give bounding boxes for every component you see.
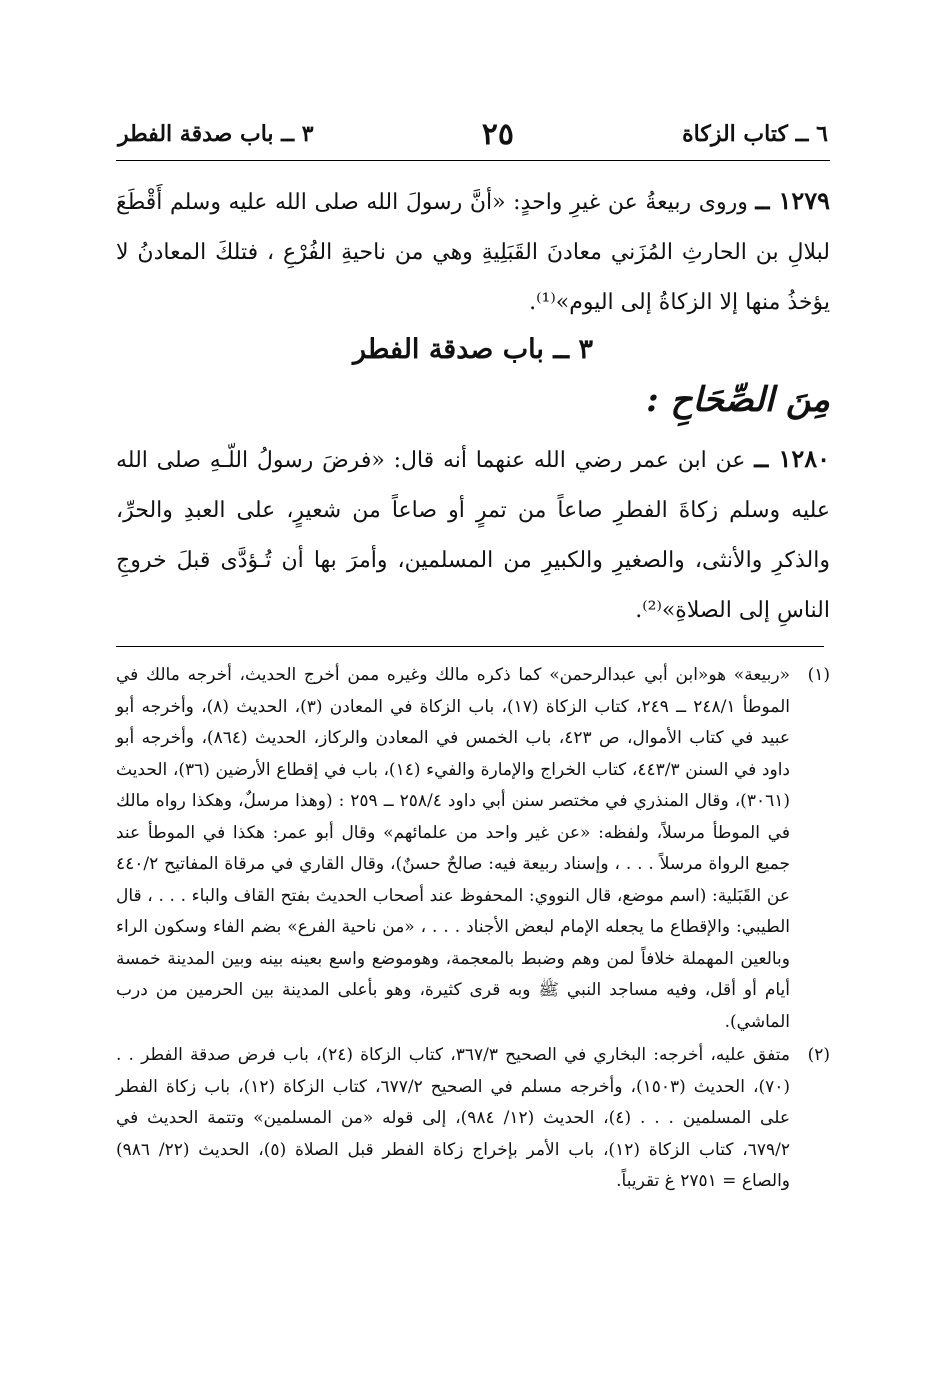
footnote-divider [116,646,824,647]
hadith-1280 [116,434,830,636]
page-number: ٢٥ [481,116,514,152]
header-chapter: ٦ ــ كتاب الزكاة [682,121,828,147]
footnotes [116,660,830,1198]
footnote-2 [116,1040,830,1198]
page-header [118,112,828,156]
hadith-number: ١٢٧٩ ــ [755,186,830,215]
subheading: مِنَ الصِّحَاحِ : [646,380,830,420]
footnote-marker: (١) [807,665,830,685]
section-title: ٣ ــ باب صدقة الفطر [352,334,593,365]
hadith-text: وروى ربيعةُ عن غيرِ واحدٍ: «أنَّ رسولَ الله صلى الله عليه وسلم أَقْطَعَ لبلالِ بن الحارثِ المُزَني معادنَ القَبَلِيةِ وهي من ناحيةِ الفُرْعِ ، فتلكَ المعادنُ لا يؤخذُ منها إلا الزكاةُ إلى اليوم»⁽¹⁾. [116,190,830,315]
hadith-text: عن ابن عمر رضي الله عنهما أنه قال: «فرضَ رسولُ اللّـهِ صلى الله عليه وسلم زكاةَ الفطرِ صاعاً من تمرٍ أو صاعاً من شعيرٍ، على العبدِ والحرِّ، والذكرِ والأنثى، والصغيرِ والكبيرِ من المسلمين، وأمرَ بها أن تُـؤدَّى قبلَ خروجِ الناسِ إلى الصلاةِ»⁽²⁾. [116,448,830,623]
footnote-text: «ربيعة» هو«ابن أبي عبدالرحمن» كما ذكره مالك وغيره ممن أخرج الحديث، أخرجه مالك في الموطأ ٢٤٨/١ ــ ٢٤٩، كتاب الزكاة (١٧)، باب الزكاة في المعادن (٣)، الحديث (٨)، وأخرجه أبو عبيد في كتاب الأموال، ص ٤٢٣، باب الخمس في المعادن والركاز، الحديث (٨٦٤)، وأخرجه أبو داود في السنن ٤٤٣/٣، كتاب الخراج والإمارة والفيء (١٤)، باب في إقطاع الأرضين (٣٦)، الحديث (٣٠٦١)، وقال المنذري في مختصر سنن أبي داود ٢٥٨/٤ ــ ٢٥٩ : (وهذا مرسلٌ، وهكذا رواه مالك في الموطأ مرسلاً، ولفظه: «عن غير واحد من علمائهم» وقال أبو عمر: هكذا في الموطأ عند جميع الرواة مرسلاً . . . ، وإسناد ربيعة فيه: صالحٌ حسنٌ)، وقال القاري في مرقاة المفاتيح ٤٤٠/٢ عن القَبَلية: (اسم موضع، قال النووي: المحفوظ عند أصحاب الحديث بفتح القاف والباء . . . ، قال الطيبي: والإقطاع ما يجعله الإمام لبعض الأجناد . . . ، «من ناحية الفرع» بضم الفاء وسكون الراء وبالعين المهملة خلافاً لمن وهم وضبط بالمعجمة، وهوموضع واسع بعينه بينه وبين المدينة خمسة أيام أو أقل، وفيه مساجد النبي ﷺ وبه قرى كثيرة، وهو بأعلى المدينة بين الحرمين من درب الماشي). [116,665,791,1032]
hadith-number: ١٢٨٠ ــ [754,444,831,473]
footnote-marker: (٢) [807,1045,830,1065]
header-divider [116,160,830,161]
footnote-1 [116,660,830,1038]
hadith-1279 [116,176,830,328]
header-section: ٣ ــ باب صدقة الفطر [118,121,314,147]
footnote-text: متفق عليه، أخرجه: البخاري في الصحيح ٣٦٧/٣، كتاب الزكاة (٢٤)، باب فرض صدقة الفطر . . (٧٠)، الحديث (١٥٠٣)، وأخرجه مسلم في الصحيح ٦٧٧/٢، كتاب الزكاة (١٢)، باب زكاة الفطر على المسلمين . . . (٤)، الحديث (١٢/ ٩٨٤)، إلى قوله «من المسلمين» وتتمة الحديث في ٦٧٩/٢، كتاب الزكاة (١٢)، باب الأمر بإخراج زكاة الفطر قبل الصلاة (٥)، الحديث (٢٢/ ٩٨٦) والصاع = ٢٧٥١ غ تقريباً. [116,1045,790,1191]
